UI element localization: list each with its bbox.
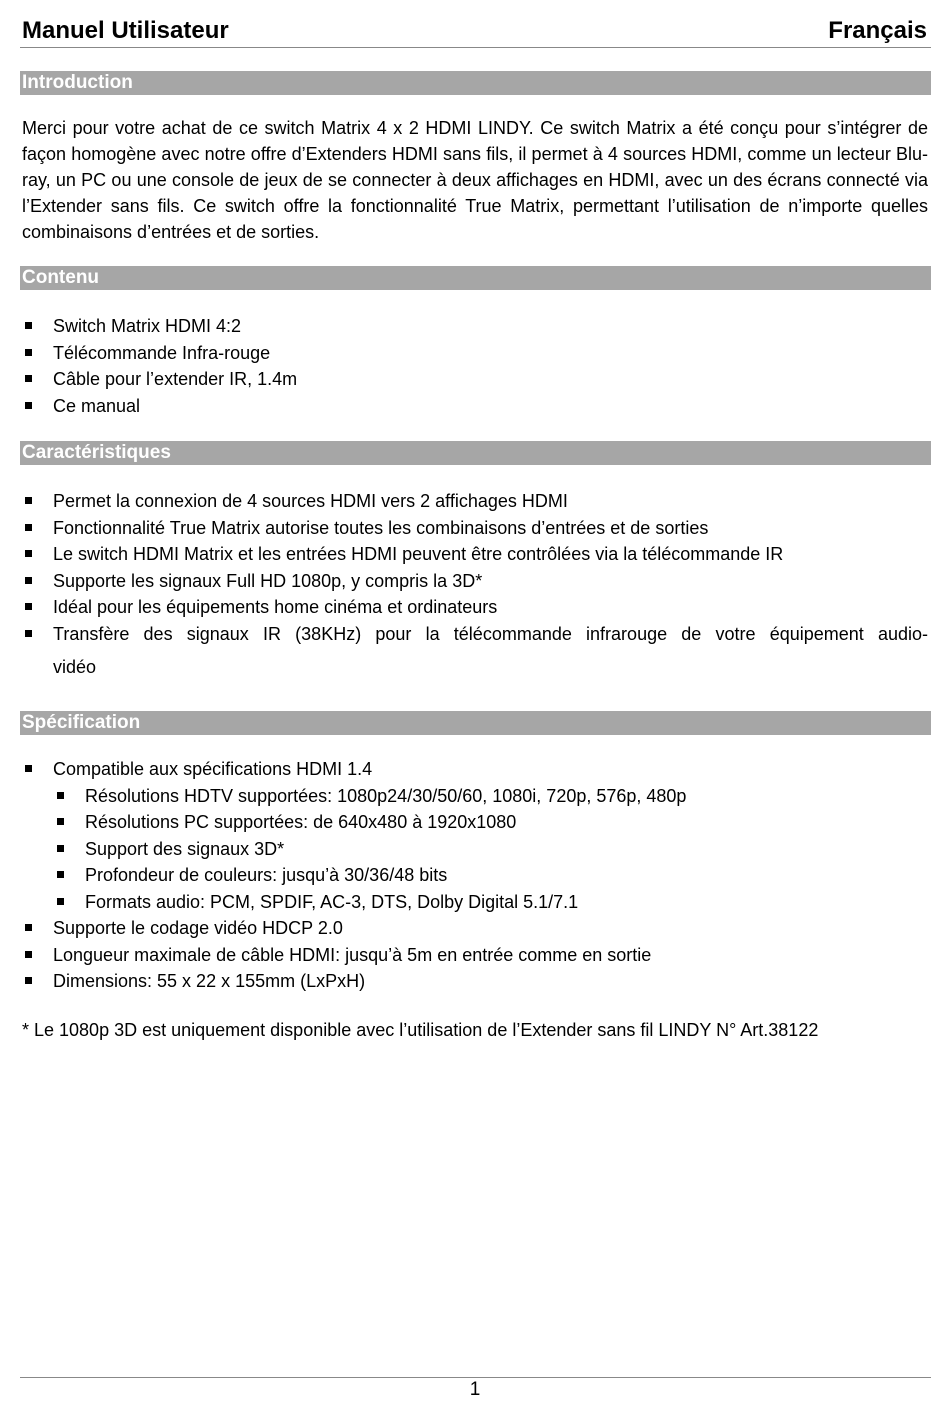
list-item: Longueur maximale de câble HDMI: jusqu’à 5m en entrée comme en sortie bbox=[22, 942, 928, 969]
bullet-square-icon bbox=[57, 792, 64, 799]
section-heading-specification: Spécification bbox=[20, 711, 931, 735]
bullet-square-icon bbox=[25, 497, 32, 504]
bullet-square-icon bbox=[25, 375, 32, 382]
bullet-square-icon bbox=[25, 550, 32, 557]
list-item: Switch Matrix HDMI 4:2 bbox=[22, 313, 928, 340]
list-item: Supporte le codage vidéo HDCP 2.0 bbox=[22, 915, 928, 942]
bullet-square-icon bbox=[25, 951, 32, 958]
bullet-square-icon bbox=[25, 765, 32, 772]
list-item: Supporte les signaux Full HD 1080p, y compris la 3D* bbox=[22, 568, 928, 595]
list-item: Ce manual bbox=[22, 393, 928, 420]
sub-list-item: Support des signaux 3D* bbox=[22, 836, 928, 863]
list-item: Télécommande Infra-rouge bbox=[22, 340, 928, 367]
language-label: Français bbox=[828, 17, 927, 44]
section-heading-contenu: Contenu bbox=[20, 266, 931, 290]
sub-list-item: Résolutions HDTV supportées: 1080p24/30/50/60, 1080i, 720p, 576p, 480p bbox=[22, 783, 928, 810]
introduction-paragraph: Merci pour votre achat de ce switch Matrix 4 x 2 HDMI LINDY. Ce switch Matrix a été conçu pour s’intégrer de façon homogène avec notre offre d’Extenders HDMI sans fils, il permet à 4 sources HDMI, comme un lecteur Blu-ray, un PC ou une console de jeux de se connecter à deux affichages en HDMI, avec un des écrans connecté via l’Extender sans fils. Ce switch offre la fonctionnalité True Matrix, permettant l’utilisation de n’importe quelles combinaisons d’entrées et de sorties. bbox=[22, 118, 928, 242]
list-item: Fonctionnalité True Matrix autorise toutes les combinaisons d’entrées et de sorties bbox=[22, 515, 928, 542]
list-item: Câble pour l’extender IR, 1.4m bbox=[22, 366, 928, 393]
list-item: Le switch HDMI Matrix et les entrées HDMI peuvent être contrôlées via la télécommande IR bbox=[22, 541, 928, 568]
bullet-square-icon bbox=[25, 630, 32, 637]
bullet-square-icon bbox=[25, 603, 32, 610]
sub-list-item: Formats audio: PCM, SPDIF, AC-3, DTS, Dolby Digital 5.1/7.1 bbox=[22, 889, 928, 916]
list-item: Dimensions: 55 x 22 x 155mm (LxPxH) bbox=[22, 968, 928, 995]
bullet-square-icon bbox=[25, 977, 32, 984]
bullet-square-icon bbox=[25, 524, 32, 531]
footer-divider bbox=[20, 1377, 931, 1378]
list-item: Idéal pour les équipements home cinéma et ordinateurs bbox=[22, 594, 928, 621]
document-title: Manuel Utilisateur bbox=[22, 17, 229, 44]
caracteristiques-list bbox=[22, 488, 928, 681]
bullet-square-icon bbox=[25, 349, 32, 356]
bullet-square-icon bbox=[25, 577, 32, 584]
bullet-square-icon bbox=[25, 402, 32, 409]
section-heading-caracteristiques: Caractéristiques bbox=[20, 441, 931, 465]
bullet-square-icon bbox=[57, 818, 64, 825]
bullet-square-icon bbox=[25, 924, 32, 931]
bullet-square-icon bbox=[57, 898, 64, 905]
footnote: * Le 1080p 3D est uniquement disponible avec l’utilisation de l’Extender sans fil LINDY N° Art.38122 bbox=[22, 1020, 819, 1040]
list-item: Transfère des signaux IR (38KHz) pour la télécommande infrarouge de votre équipement audio- vidéo bbox=[22, 621, 928, 681]
contenu-list bbox=[22, 313, 928, 419]
bullet-square-icon bbox=[57, 871, 64, 878]
specification-list bbox=[22, 756, 928, 995]
page-header bbox=[20, 14, 931, 48]
bullet-square-icon bbox=[25, 322, 32, 329]
sub-list-item: Profondeur de couleurs: jusqu’à 30/36/48 bits bbox=[22, 862, 928, 889]
section-heading-introduction: Introduction bbox=[20, 71, 931, 95]
sub-list-item: Résolutions PC supportées: de 640x480 à 1920x1080 bbox=[22, 809, 928, 836]
page-number: 1 bbox=[469, 1379, 481, 1400]
list-item: Permet la connexion de 4 sources HDMI vers 2 affichages HDMI bbox=[22, 488, 928, 515]
list-item: Compatible aux spécifications HDMI 1.4 bbox=[22, 756, 928, 783]
bullet-square-icon bbox=[57, 845, 64, 852]
